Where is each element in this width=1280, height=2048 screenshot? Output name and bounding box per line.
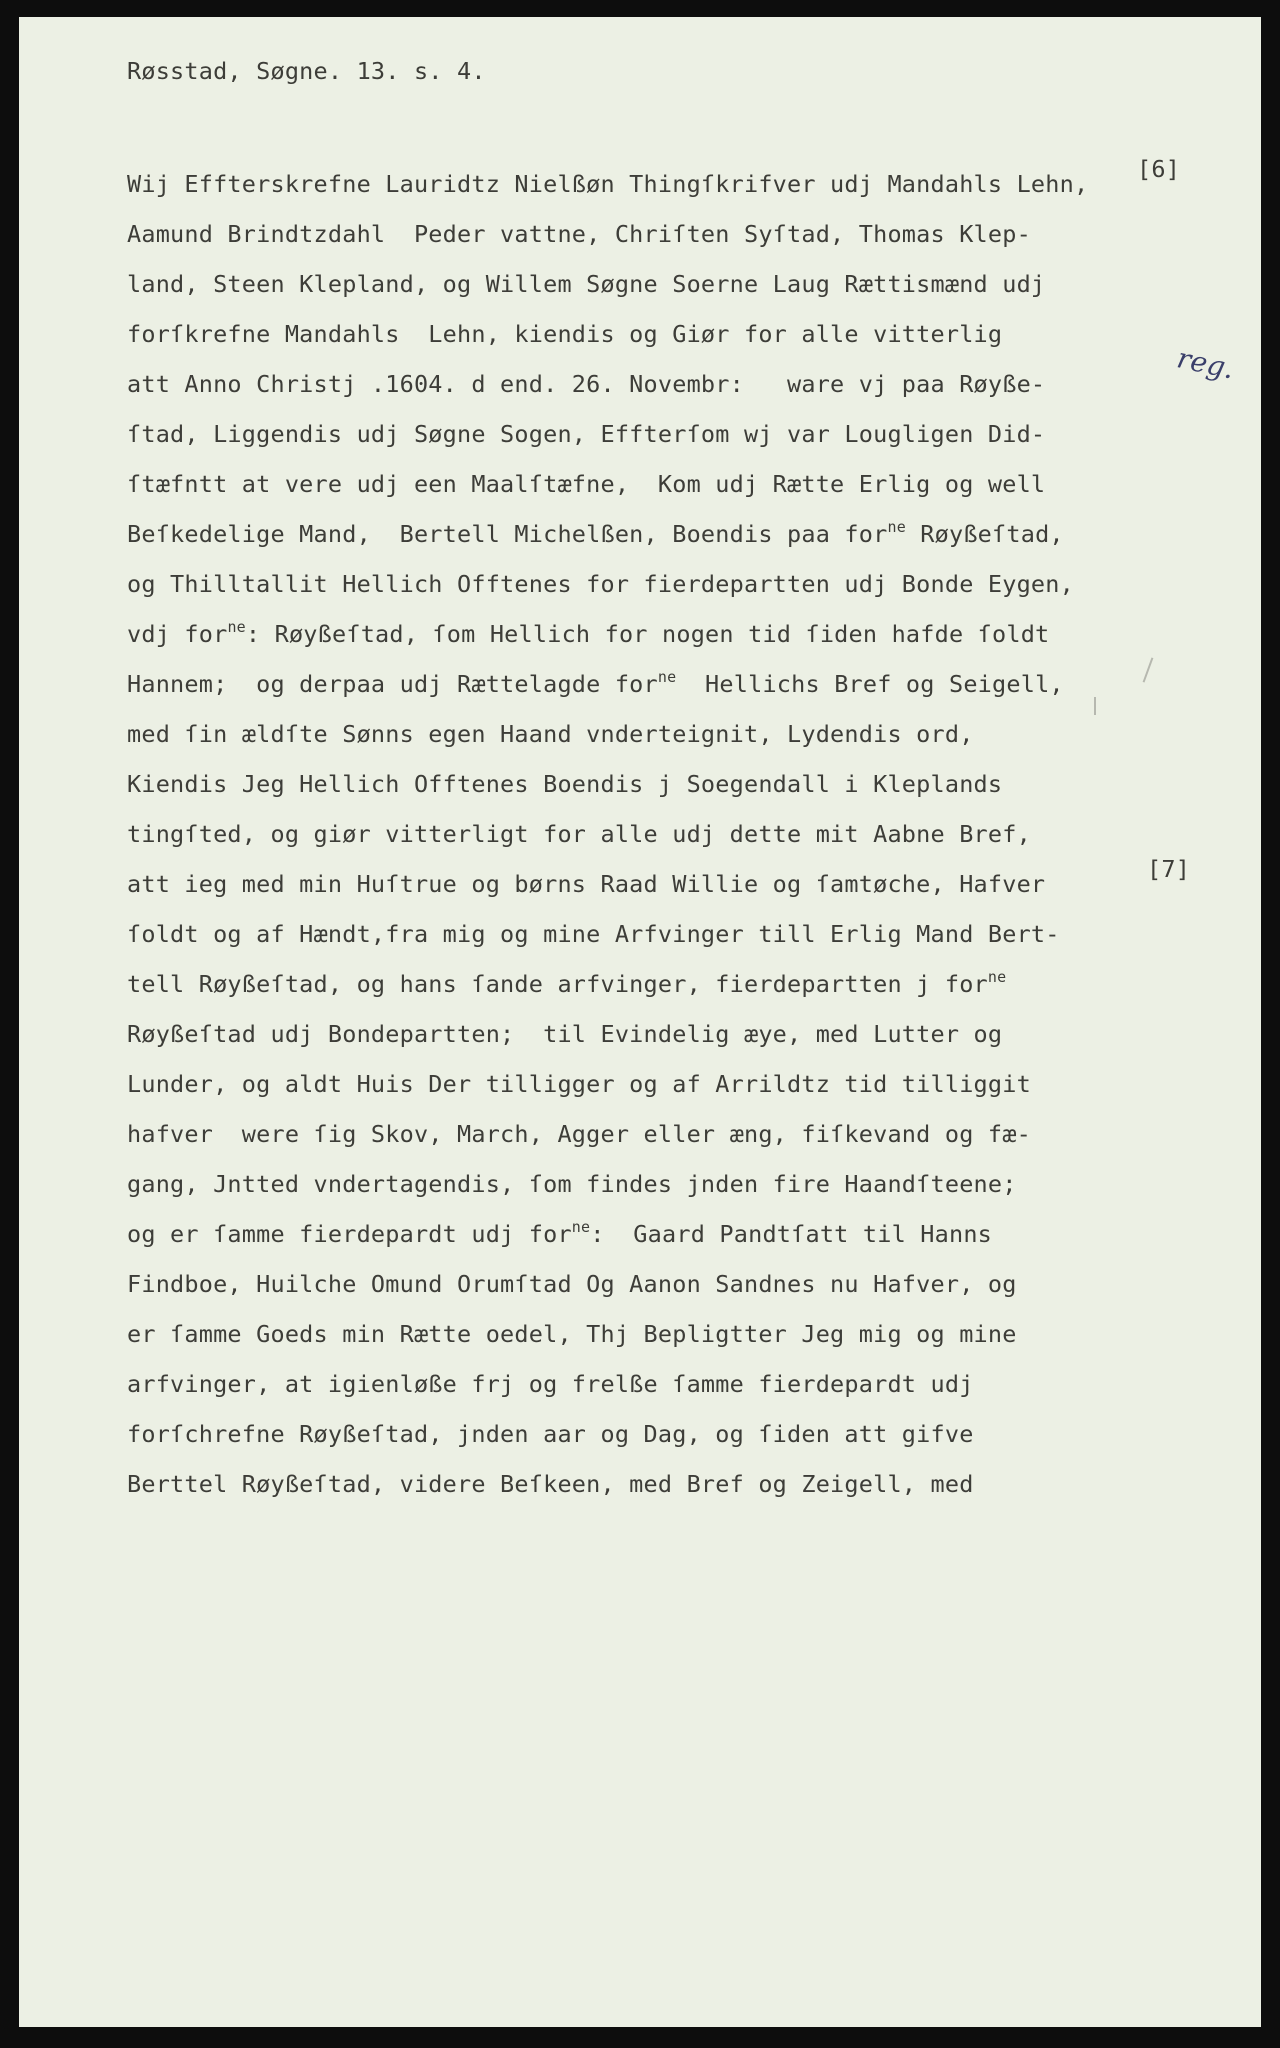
line-text: : Gaard Pandtſatt til Hanns [590, 1220, 993, 1248]
scanned-page [19, 17, 1261, 2027]
superscript: ne [657, 668, 677, 686]
margin-mark [1143, 657, 1154, 682]
line-text: Hannem; og derpaa udj Rættelagde for [127, 670, 658, 698]
handwritten-annotation: reg. [1174, 341, 1238, 386]
text-line: att ieg med min Huſtrue og børns Raad Willie og ſamtøche, Hafver [127, 870, 1046, 898]
text-line: tingſted, og giør vitterligt for alle udj dette mit Aabne Bref, [127, 820, 1031, 848]
text-line: arfvinger, at igienløße frj og frelße ſamme fierdepardt udj [127, 1370, 974, 1398]
superscript: ne [227, 618, 246, 636]
line-text: Hellichs Bref og Seigell, [676, 670, 1064, 698]
margin-mark [1094, 697, 1096, 715]
text-line: Lunder, og aldt Huis Der tilligger og af Arrildtz tid tilliggit [127, 1070, 1031, 1098]
text-line: forſchrefne Røyßeſtad, jnden aar og Dag, og ſiden att gifve [127, 1420, 974, 1448]
text-line: Røyßeſtad udj Bondepartten; til Evindelig æye, med Lutter og [127, 1020, 1003, 1048]
superscript: ne [571, 1218, 591, 1236]
line-text: tell Røyßeſtad, og hans ſande arfvinger, fierdepartten j for [127, 970, 988, 998]
text-line [127, 659, 1088, 709]
text-line: er ſamme Goeds min Rætte oedel, Thj Bepligtter Jeg mig og mine [127, 1320, 1017, 1348]
line-text: : Røyßeſtad, ſom Hellich for nogen tid ſiden hafde ſoldt [245, 620, 1050, 648]
text-line: att Anno Christj .1604. d end. 26. Novembr: ware vj paa Røyße- [127, 370, 1046, 398]
text-line: Findboe, Huilche Omund Orumſtad Og Aanon Sandnes nu Hafver, og [127, 1270, 1017, 1298]
transcript-body [127, 159, 1088, 1509]
text-line: Kiendis Jeg Hellich Offtenes Boendis j Soegendall i Kleplands [127, 770, 1003, 798]
text-line: ſtad, Liggendis udj Søgne Sogen, Effterſom wj var Lougligen Did- [127, 420, 1046, 448]
text-line: med ſin ældſte Sønns egen Haand vnderteignit, Lydendis ord, [127, 720, 974, 748]
text-line: hafver were ſig Skov, March, Agger eller æng, fiſkevand og fæ- [127, 1120, 1031, 1148]
line-text: Røyßeſtad, [905, 520, 1064, 548]
text-line: land, Steen Klepland, og Willem Søgne Soerne Laug Rættismænd udj [127, 270, 1046, 298]
page-reference-6: [6] [1137, 155, 1181, 183]
line-text: vdj for [127, 620, 228, 648]
text-line [127, 1209, 1088, 1259]
text-line: og Thilltallit Hellich Offtenes for fierdepartten udj Bonde Eygen, [127, 570, 1074, 598]
superscript: ne [887, 518, 906, 536]
line-text: og er ſamme fierdepardt udj for [127, 1220, 572, 1248]
text-line: Wij Effterskrefne Lauridtz Nielßøn Thingſkrifver udj Mandahls Lehn, [127, 170, 1089, 198]
text-line [127, 509, 1088, 559]
text-line [127, 609, 1088, 659]
line-text: Beſkedelige Mand, Bertell Michelßen, Boendis paa for [127, 520, 888, 548]
superscript: ne [987, 968, 1007, 986]
page-reference-7: [7] [1147, 855, 1191, 883]
page-header: Røsstad, Søgne. 13. s. 4. [127, 57, 486, 85]
text-line: Aamund Brindtzdahl Peder vattne, Chriſten Syſtad, Thomas Klep- [127, 220, 1031, 248]
text-line: Berttel Røyßeſtad, videre Beſkeen, med Bref og Zeigell, med [127, 1470, 974, 1498]
text-line: forſkrefne Mandahls Lehn, kiendis og Giør for alle vitterlig [127, 320, 1003, 348]
text-line: ſoldt og af Hændt,fra mig og mine Arfvinger till Erlig Mand Bert- [127, 920, 1060, 948]
typescript-sheet [19, 17, 1261, 2027]
text-line: gang, Jntted vndertagendis, ſom findes jnden fire Haandſteene; [127, 1170, 1017, 1198]
text-line: ſtæfntt at vere udj een Maalſtæfne, Kom udj Rætte Erlig og well [127, 470, 1046, 498]
text-line [127, 959, 1088, 1009]
